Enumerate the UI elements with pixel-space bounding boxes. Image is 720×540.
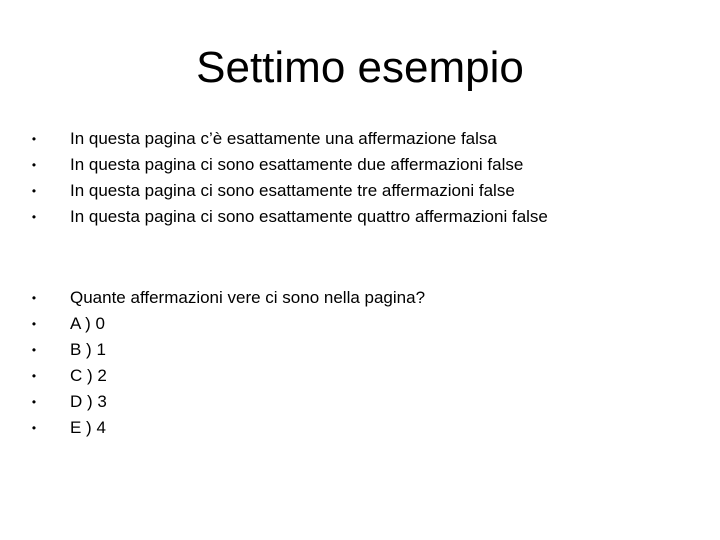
slide-title: Settimo esempio (196, 43, 524, 92)
option-text: D ) 3 (70, 392, 107, 411)
question-item (0, 285, 720, 311)
option-text: E ) 4 (70, 418, 106, 437)
statement-item (0, 178, 720, 204)
bullet-dot-icon: • (31, 132, 37, 146)
option-item (0, 311, 720, 337)
option-item (0, 337, 720, 363)
statement-text: In questa pagina ci sono esattamente quattro affermazioni false (70, 207, 548, 226)
bullet-dot-icon: • (31, 369, 37, 383)
statement-item (0, 152, 720, 178)
bullet-dot-icon: • (31, 317, 37, 331)
option-item (0, 363, 720, 389)
statement-text: In questa pagina c’è esattamente una affermazione falsa (70, 129, 497, 148)
question-text: Quante affermazioni vere ci sono nella pagina? (70, 288, 426, 307)
option-text: A ) 0 (70, 314, 105, 333)
bullet-dot-icon: • (31, 291, 37, 305)
statement-item (0, 126, 720, 152)
bullet-dot-icon: • (31, 158, 37, 172)
option-text: B ) 1 (70, 340, 106, 359)
bullet-dot-icon: • (31, 210, 37, 224)
bullet-dot-icon: • (31, 421, 37, 435)
statement-text: In questa pagina ci sono esattamente tre affermazioni false (70, 181, 515, 200)
statement-text: In questa pagina ci sono esattamente due affermazioni false (70, 155, 524, 174)
bullet-dot-icon: • (31, 343, 37, 357)
option-text: C ) 2 (70, 366, 107, 385)
bullet-dot-icon: • (31, 184, 37, 198)
bullet-dot-icon: • (31, 395, 37, 409)
statement-item (0, 204, 720, 230)
option-item (0, 389, 720, 415)
option-item (0, 415, 720, 441)
